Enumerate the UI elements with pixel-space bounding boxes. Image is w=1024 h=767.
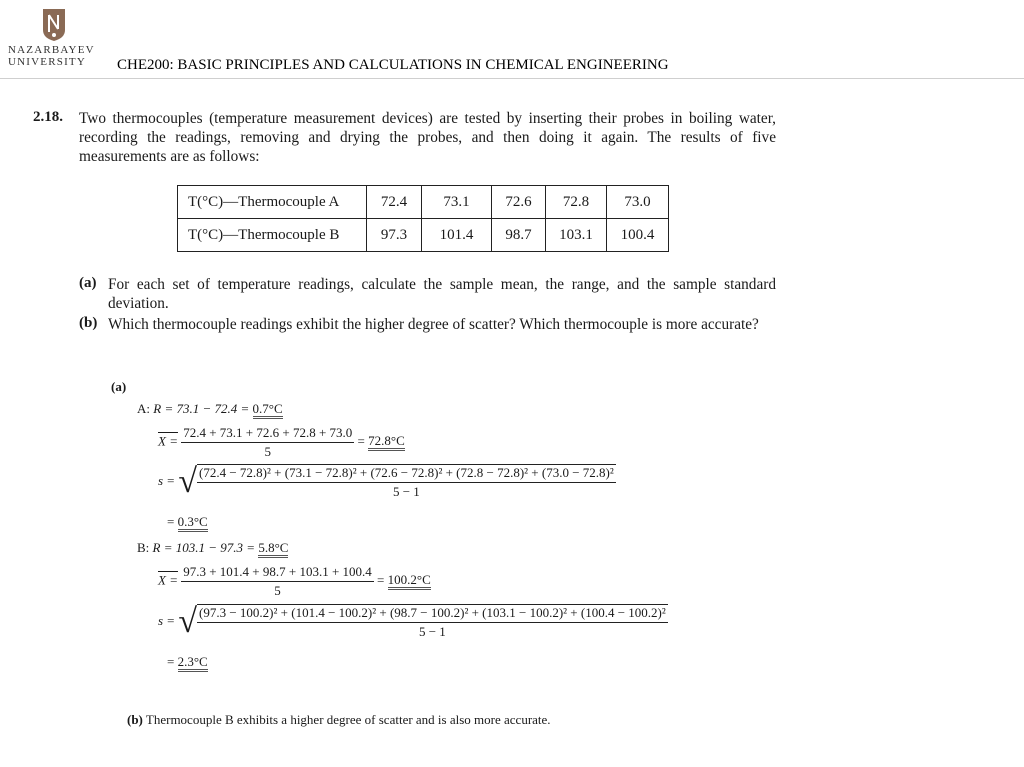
table-cell: 98.7 bbox=[492, 219, 546, 252]
mean-numerator: 72.4 + 73.1 + 72.6 + 72.8 + 73.0 bbox=[181, 425, 354, 443]
mean-symbol: X = bbox=[158, 433, 178, 449]
sd-denominator: 5 − 1 bbox=[418, 624, 446, 639]
solution-part-a-label: (a) bbox=[111, 379, 127, 394]
solution-a-label: A: bbox=[137, 401, 150, 416]
table-cell: 100.4 bbox=[607, 219, 669, 252]
table-row bbox=[178, 186, 669, 219]
solution-a-stddev-result: = 0.3°C bbox=[167, 514, 208, 530]
table-cell: 72.6 bbox=[492, 186, 546, 219]
solution-a-stddev bbox=[158, 464, 616, 500]
range-result: 5.8°C bbox=[258, 540, 288, 558]
solution-b-stddev-result: = 2.3°C bbox=[167, 654, 208, 670]
range-expression: R = 73.1 − 72.4 = bbox=[153, 401, 250, 416]
mean-denominator: 5 bbox=[274, 583, 281, 598]
part-b-label: (b) bbox=[79, 315, 98, 331]
solution-b-mean: X = $\frac{97.3 + 101.4 + 98.7 + 103.1 + 100.4}{5}$ = 100.2°C bbox=[158, 564, 431, 598]
sqrt-icon: √ bbox=[178, 603, 198, 640]
problem-number: 2.18. bbox=[33, 109, 63, 125]
table-cell: 97.3 bbox=[367, 219, 422, 252]
sd-denominator: 5 − 1 bbox=[392, 484, 420, 499]
header-divider bbox=[0, 78, 1024, 79]
mean-fraction bbox=[181, 425, 354, 460]
sd-result: 0.3°C bbox=[178, 514, 208, 532]
sqrt-expression bbox=[178, 604, 667, 640]
sd-numerator: (97.3 − 100.2)² + (101.4 − 100.2)² + (98.7 − 100.2)² + (103.1 − 100.2)² + (100.4 − 100.2)² bbox=[197, 605, 668, 623]
sd-numerator: (72.4 − 72.8)² + (73.1 − 72.8)² + (72.6 − 72.8)² + (72.8 − 72.8)² + (73.0 − 72.8)² bbox=[197, 465, 616, 483]
table-cell: 73.1 bbox=[422, 186, 492, 219]
solution-part-b bbox=[127, 712, 551, 728]
table-cell: 72.8 bbox=[546, 186, 607, 219]
part-a-label: (a) bbox=[79, 275, 97, 291]
row-label: T(°C)—Thermocouple B bbox=[178, 219, 367, 252]
part-b-text: Which thermocouple readings exhibit the higher degree of scatter? Which thermocouple is more accurate? bbox=[108, 316, 759, 333]
problem-statement: Two thermocouples (temperature measurement devices) are tested by inserting their probes in boiling water, recording the readings, removing and drying the probes, and then doing it again. The results of five measurements are as follows: bbox=[79, 110, 776, 165]
university-name: NAZARBAYEV UNIVERSITY bbox=[8, 44, 95, 68]
table-cell: 103.1 bbox=[546, 219, 607, 252]
mean-symbol: X = bbox=[158, 572, 178, 588]
table-row bbox=[178, 219, 669, 252]
solution-a-mean: X = $\frac{72.4 + 73.1 + 72.6 + 72.8 + 73.0}{5}$ = 72.8°C bbox=[158, 425, 405, 459]
table-cell: 72.4 bbox=[367, 186, 422, 219]
mean-denominator: 5 bbox=[264, 444, 271, 459]
sd-result: 2.3°C bbox=[178, 654, 208, 672]
solution-a-range bbox=[137, 401, 283, 417]
range-expression: R = 103.1 − 97.3 = bbox=[152, 540, 256, 555]
mean-numerator: 97.3 + 101.4 + 98.7 + 103.1 + 100.4 bbox=[181, 564, 374, 582]
sd-symbol: s = bbox=[158, 612, 176, 628]
mean-result: 72.8°C bbox=[368, 433, 405, 451]
mean-result: 100.2°C bbox=[388, 572, 431, 590]
row-label: T(°C)—Thermocouple A bbox=[178, 186, 367, 219]
sqrt-icon: √ bbox=[178, 463, 198, 500]
solution-part-b-label: (b) bbox=[127, 712, 143, 727]
solution-b-label: B: bbox=[137, 540, 150, 555]
sd-symbol: s = bbox=[158, 472, 176, 488]
table-cell: 101.4 bbox=[422, 219, 492, 252]
measurements-table bbox=[177, 185, 669, 252]
course-title: CHE200: BASIC PRINCIPLES AND CALCULATIONS IN CHEMICAL ENGINEERING bbox=[117, 57, 669, 73]
table-cell: 73.0 bbox=[607, 186, 669, 219]
solution-part-b-text: Thermocouple B exhibits a higher degree of scatter and is also more accurate. bbox=[145, 712, 551, 727]
solution-b-range bbox=[137, 540, 288, 556]
range-result: 0.7°C bbox=[253, 401, 283, 419]
sqrt-expression bbox=[178, 464, 615, 500]
university-logo-icon bbox=[42, 8, 66, 42]
solution-b-stddev bbox=[158, 604, 668, 640]
mean-fraction bbox=[181, 564, 374, 599]
part-a-text: For each set of temperature readings, calculate the sample mean, the range, and the sample standard deviation. bbox=[108, 276, 776, 312]
